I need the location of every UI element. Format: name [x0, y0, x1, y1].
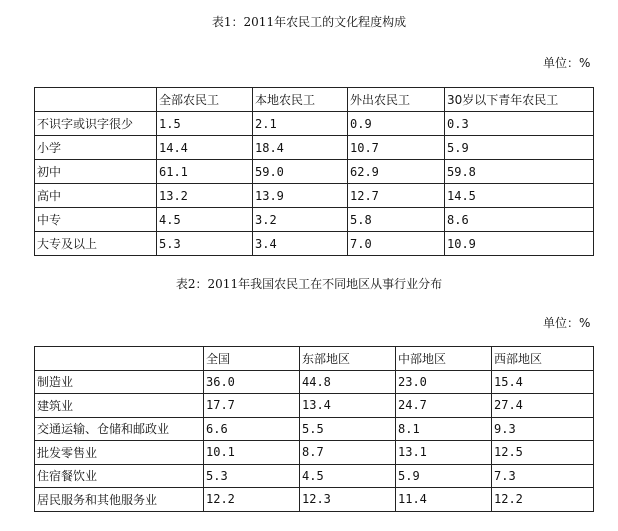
table-cell: 13.9 [253, 184, 348, 208]
table-row [35, 208, 594, 232]
table-cell: 13.2 [157, 184, 253, 208]
table-cell: 10.1 [204, 441, 300, 465]
table-cell: 5.3 [204, 464, 300, 488]
table-cell: 4.5 [157, 208, 253, 232]
table-cell: 7.3 [492, 464, 594, 488]
table-cell: 12.2 [492, 488, 594, 512]
table-cell: 24.7 [396, 394, 492, 418]
table-cell: 0.3 [445, 112, 594, 136]
table-cell: 4.5 [300, 464, 396, 488]
table-cell: 8.7 [300, 441, 396, 465]
row-label: 建筑业 [35, 394, 204, 418]
header-cell: 外出农民工 [348, 88, 445, 112]
table-cell: 5.8 [348, 208, 445, 232]
table-cell: 11.4 [396, 488, 492, 512]
table-cell: 12.5 [492, 441, 594, 465]
table-row [35, 417, 594, 441]
table-row [35, 160, 594, 184]
header-cell: 本地农民工 [253, 88, 348, 112]
table-header-row [35, 88, 594, 112]
table-cell: 17.7 [204, 394, 300, 418]
table-row [35, 112, 594, 136]
table-row [35, 441, 594, 465]
table2-industry-distribution [34, 346, 594, 512]
row-label: 批发零售业 [35, 441, 204, 465]
header-cell: 中部地区 [396, 347, 492, 371]
row-label: 小学 [35, 136, 157, 160]
table-cell: 3.2 [253, 208, 348, 232]
table-cell: 14.4 [157, 136, 253, 160]
header-cell: 全部农民工 [157, 88, 253, 112]
table-cell: 5.5 [300, 417, 396, 441]
row-label: 居民服务和其他服务业 [35, 488, 204, 512]
table-cell: 61.1 [157, 160, 253, 184]
table-cell: 1.5 [157, 112, 253, 136]
table-row [35, 394, 594, 418]
table-row [35, 232, 594, 256]
row-label: 住宿餐饮业 [35, 464, 204, 488]
table-row [35, 488, 594, 512]
table-cell: 5.9 [396, 464, 492, 488]
table-row [35, 136, 594, 160]
table-cell: 59.0 [253, 160, 348, 184]
table1-title: 表1：2011年农民工的文化程度构成 [211, 15, 407, 29]
table2-unit: 单位：% [543, 316, 591, 330]
row-label: 大专及以上 [35, 232, 157, 256]
table-cell: 5.3 [157, 232, 253, 256]
table1-education-levels [34, 87, 594, 256]
table-cell: 59.8 [445, 160, 594, 184]
header-cell [35, 347, 204, 371]
table-cell: 15.4 [492, 370, 594, 394]
table-cell: 0.9 [348, 112, 445, 136]
table-cell: 8.1 [396, 417, 492, 441]
table-cell: 14.5 [445, 184, 594, 208]
table-cell: 12.2 [204, 488, 300, 512]
table-cell: 7.0 [348, 232, 445, 256]
table-row [35, 370, 594, 394]
table-cell: 12.7 [348, 184, 445, 208]
header-cell: 东部地区 [300, 347, 396, 371]
row-label: 初中 [35, 160, 157, 184]
header-cell: 全国 [204, 347, 300, 371]
header-cell: 西部地区 [492, 347, 594, 371]
table-cell: 23.0 [396, 370, 492, 394]
table-cell: 5.9 [445, 136, 594, 160]
header-cell: 30岁以下青年农民工 [445, 88, 594, 112]
table-cell: 3.4 [253, 232, 348, 256]
row-label: 高中 [35, 184, 157, 208]
table-cell: 13.4 [300, 394, 396, 418]
table-cell: 27.4 [492, 394, 594, 418]
header-cell [35, 88, 157, 112]
table-cell: 13.1 [396, 441, 492, 465]
table-cell: 10.9 [445, 232, 594, 256]
row-label: 交通运输、仓储和邮政业 [35, 417, 204, 441]
row-label: 制造业 [35, 370, 204, 394]
table-cell: 10.7 [348, 136, 445, 160]
table-cell: 8.6 [445, 208, 594, 232]
table-row [35, 464, 594, 488]
table-cell: 44.8 [300, 370, 396, 394]
table-cell: 6.6 [204, 417, 300, 441]
table-cell: 18.4 [253, 136, 348, 160]
table-cell: 2.1 [253, 112, 348, 136]
table-cell: 9.3 [492, 417, 594, 441]
table-cell: 12.3 [300, 488, 396, 512]
table-row [35, 184, 594, 208]
table1-unit: 单位：% [543, 56, 591, 70]
table-header-row [35, 347, 594, 371]
row-label: 中专 [35, 208, 157, 232]
table-cell: 62.9 [348, 160, 445, 184]
table2-title: 表2：2011年我国农民工在不同地区从事行业分布 [175, 277, 443, 291]
table-cell: 36.0 [204, 370, 300, 394]
row-label: 不识字或识字很少 [35, 112, 157, 136]
